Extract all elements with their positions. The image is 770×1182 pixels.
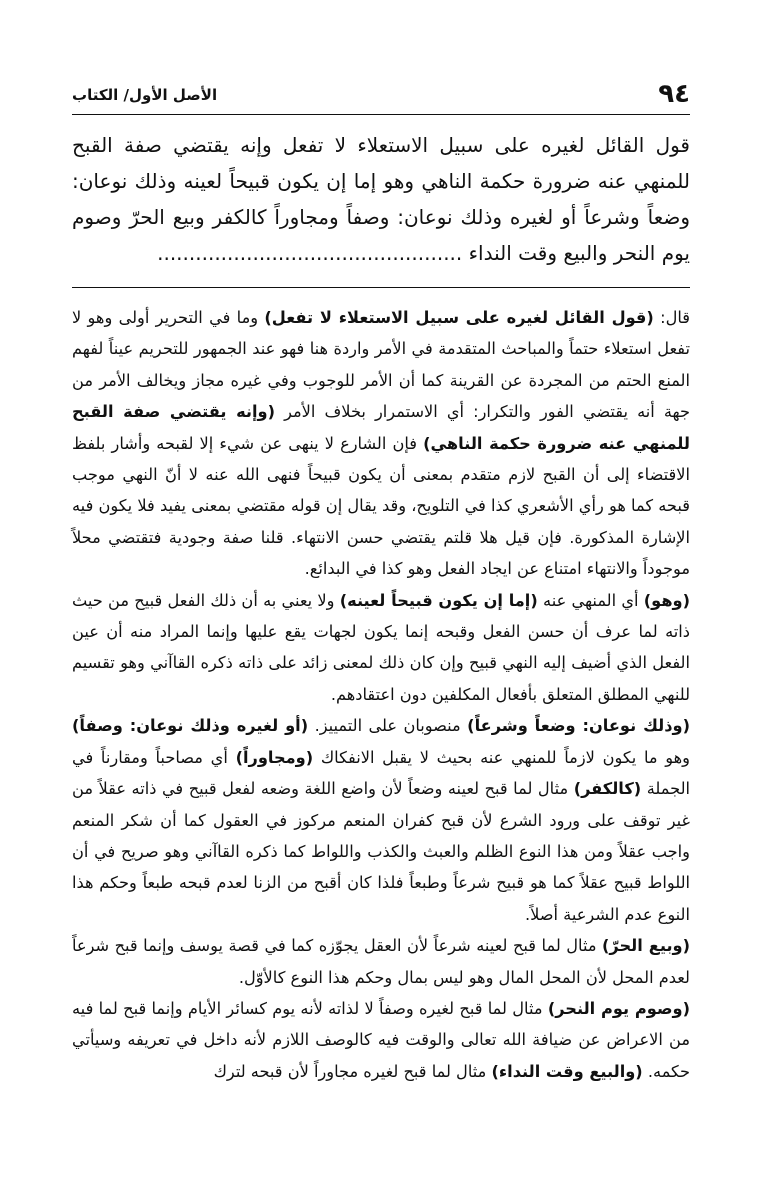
main-text-paragraph: قول القائل لغيره على سبيل الاستعلاء لا تفعل وإنه يقتضي صفة القبح للمنهي عنه ضرورة حكمة الناهي وهو إما إن يكون قبيحاً لعينه وذلك نوعان: وضعاً وشرعاً أو لغيره وذلك نوعان: وصفاً ومجاوراً كالكفر وبيع الحرّ وصوم يوم النحر والبيع وقت النداء ................................................ [72, 133, 690, 265]
commentary-text: فإن الشارع لا ينهى عن شيء إلا لقبحه وأشار بلفظ الاقتضاء إلى أن القبح لازم متقدم بمعنى أن يكون قبيحاً فنهى الله عنه لا أنّ النهي موجب قبحه كما هو رأي الأشعري كذا في التلويح، وقد يقال إن قوله مقتضي بمعنى يفيد فلا يكون فيه الإشارة المذكورة. فإن قيل هلا قلتم يقتضي حسن الانتهاء. قلنا صفة وجودية فتقتضي محلاً موجوداً والانتهاء امتناع عن ايجاد الفعل وهو كذا في البدائع. [72, 433, 690, 579]
quoted-main-text: (كالكفر) [573, 779, 642, 799]
commentary-text: وهو ما يكون لازماً للمنهي عنه بحيث لا يقبل الانفكاك [313, 747, 690, 767]
quoted-main-text: (وإنه يقتضي صفة القبح للمنهي عنه ضرورة حكمة الناهي) [72, 402, 690, 453]
quoted-main-text: (ومجاوراً) [235, 747, 314, 767]
commentary-paragraph-2 [72, 585, 690, 711]
commentary [72, 302, 690, 1087]
quoted-main-text: (وبيع الحرّ) [602, 936, 690, 956]
commentary-text: مثال لما قبح لعينه شرعاً لأن العقل يجوّزه كما في قصة يوسف وإنما قبح شرعاً لعدم المحل لأن المحل المال وهو ليس بمال وحكم هذا النوع كالأوّل. [72, 936, 690, 987]
commentary-text: مثال لما قبح لعينه وضعاً لأن واضع اللغة وضعه لفعل قبيح في ذاته عقلاً من غير توقف على ورود الشرع لأن قبح كفران المنعم مركوز في العقول كما أن شكر المنعم واجب عقلاً ومن هذا النوع الظلم والعبث والكذب واللواط كما ذكره القاآني وهو صريح في أن اللواط قبيح عقلاً كما هو قبيح شرعاً وطبعاً فلذا كان أقبح من الزنا لعدم قبحه طبعاً وحكم هذا النوع عدم الشرعية أصلاً. [72, 779, 690, 924]
quoted-main-text: (إما إن يكون قبيحاً لعينه) [339, 590, 538, 610]
commentary-text: قال: [653, 308, 691, 327]
commentary-paragraph-4 [72, 930, 690, 993]
commentary-text: ولا يعني به أن ذلك الفعل قبيح من حيث ذاته لما عرف أن حسن الفعل وقبحه إنما يكون لجهات يقع عليها وإنما المراد منه أن عين الفعل الذي أضيف إليه النهي قبيح وإن كان ذلك لمعنى زائد على ذاته ذكره القاآني وهو تقسيم للنهي المطلق المتعلق بأفعال المكلفين دون اعتقادهم. [72, 590, 690, 704]
quoted-main-text: (والبيع وقت النداء) [491, 1061, 643, 1081]
running-title: الأصل الأول/ الكتاب [72, 86, 218, 104]
page-number: ٩٤ [658, 79, 690, 109]
quoted-main-text: (قول القائل لغيره على سبيل الاستعلاء لا تفعل) [264, 308, 654, 327]
book-page [72, 78, 690, 1087]
quoted-main-text: (وهو) [643, 590, 690, 610]
quoted-main-text: (وصوم يوم النحر) [547, 998, 690, 1018]
commentary-text: منصوبان على التمييز. [308, 716, 468, 736]
main-text [72, 127, 690, 271]
commentary-paragraph-1 [72, 302, 690, 585]
commentary-paragraph-5 [72, 993, 690, 1087]
quoted-main-text: (أو لغيره وذلك نوعان: وصفاً) [72, 716, 309, 736]
commentary-text: أي مصاحباً ومقارناً في الجملة [72, 747, 690, 799]
commentary-paragraph-3 [72, 710, 690, 930]
commentary-text: وما في التحرير أولى وهو لا تفعل استعلاء حتماً والمباحث المتقدمة في الأمر واردة هنا فهو عند الجمهور للتحريم عيناً لفهم المنع الحتم من المجردة عن القرينة كما أن الأمر للوجوب وفي غيره مجاز ويخالف الأمر من جهة أنه يقتضي الفور والتكرار: أي الاستمرار بخلاف الأمر [72, 308, 690, 422]
commentary-text: مثال لما قبح لغيره وصفاً لا لذاته لأنه يوم كسائر الأيام وإنما قبح لما فيه من الاعراض عن ضيافة الله تعالى والوقت فيه كالوصف اللازم لأنه داخل في تعريفه وسيأتي حكمه. [72, 998, 690, 1081]
commentary-text: مثال لما قبح لغيره مجاوراً لأن قبحه لترك [213, 1061, 492, 1081]
commentary-text: أي المنهي عنه [537, 590, 644, 610]
commentary-divider [72, 287, 690, 288]
page-header [72, 78, 690, 115]
quoted-main-text: (وذلك نوعان: وضعاً وشرعاً) [467, 716, 690, 736]
